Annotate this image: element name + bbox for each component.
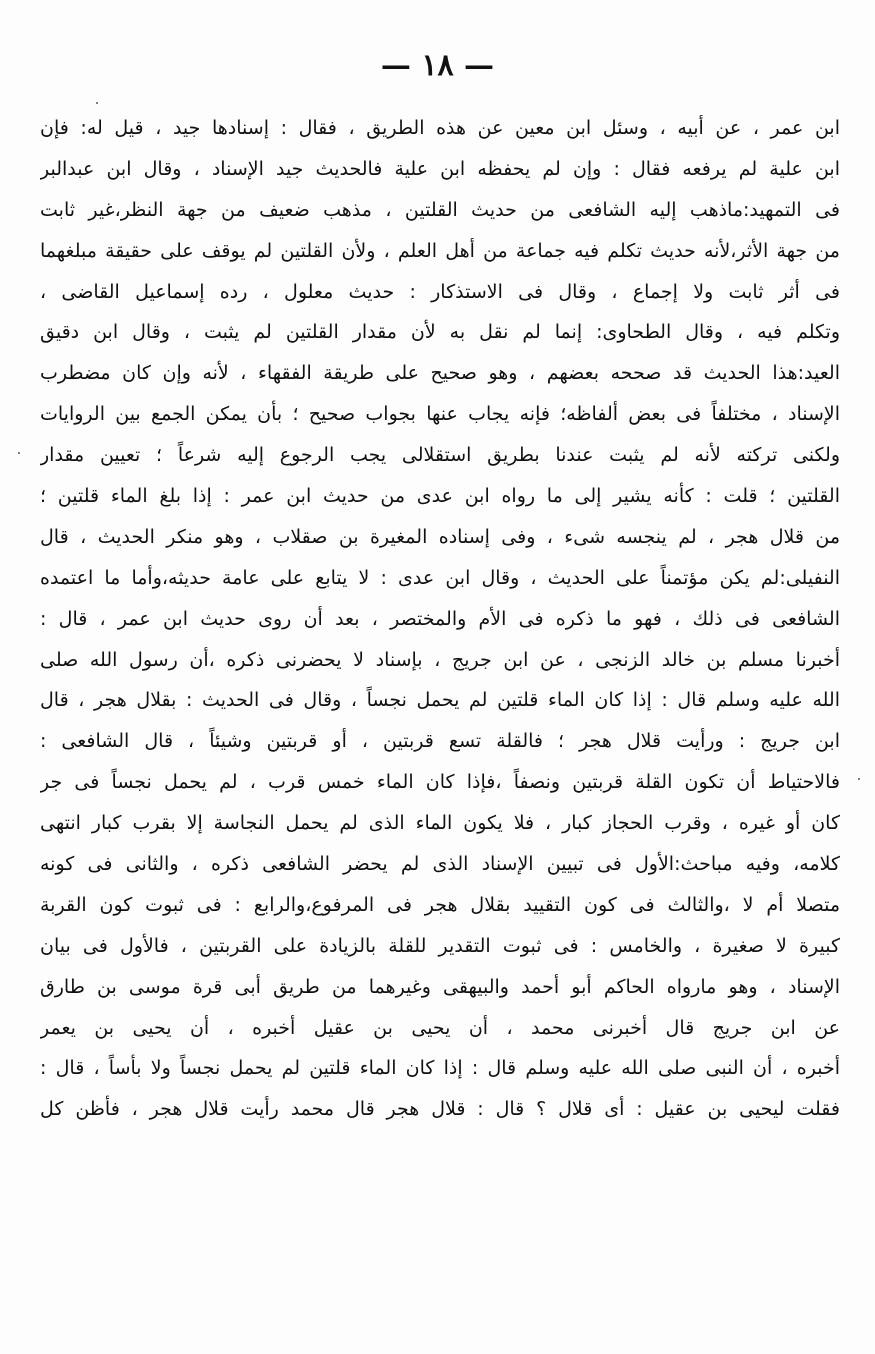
text-line: متصلا أم لا ،والثالث فى كون التقييد بقلال هجر فى المرفوع،والرابع : فى ثبوت كون القربة [40,893,840,916]
text-line: فالاحتياط أن تكون القلة قربتين ونصفاً ،فإذا كان الماء خمس قرب ، لم يحمل نجساً فى جر [40,771,840,794]
text-line: الإسناد ، وهو مارواه الحاكم أبو أحمد والبيهقى وغيرهما من طريق أبى قرة موسى بن طارق [40,975,840,998]
page-body-text [40,108,840,1130]
text-line: من قلال هجر ، لم ينجسه شىء ، وفى إسناده المغيرة بن صقلاب ، وهو منكر الحديث ، قال [40,525,840,548]
text-line: الإسناد ، مختلفاً فى بعض ألفاظه؛ فإنه يجاب عنها بجواب صحيح ؛ بأن يمكن الجمع بين الروايات [40,403,840,426]
paper-speck [858,778,860,780]
text-line: الشافعى فى ذلك ، فهو ما ذكره فى الأم والمختصر ، بعد أن روى حديث ابن عمر ، قال : [40,607,840,630]
paper-speck [96,102,98,104]
text-line: من جهة الأثر،لأنه حديث تكلم فيه جماعة من أهل العلم ، ولأن القلتين لم يوقف على حقيقة مبلغهما [40,239,840,262]
page-number: — ١٨ — [380,48,495,83]
text-line: ابن جريج : ورأيت قلال هجر ؛ فالقلة تسع قربتين ، أو قربتين وشيئاً ، قال الشافعى : [40,730,840,753]
paper-speck [18,452,20,454]
text-line: وتكلم فيه ، وقال الطحاوى: إنما لم نقل به لأن مقدار القلتين لم يثبت ، وقال ابن دقيق [40,321,840,344]
text-line: العيد:هذا الحديث قد صححه بعضهم ، وهو صحيح على طريقة الفقهاء ، لأنه وإن كان مضطرب [40,362,840,385]
text-line: ابن علية لم يرفعه فقال : وإن لم يحفظه ابن علية فالحديث جيد الإسناد ، وقال ابن عبدالبر [40,157,840,180]
text-line: القلتين ؛ قلت : كأنه يشير إلى ما رواه ابن عدى من حديث ابن عمر : إذا بلغ الماء قلتين ؛ [40,485,840,508]
text-line: فى التمهيد:ماذهب إليه الشافعى من حديث القلتين ، مذهب ضعيف من جهة النظر،غير ثابت [40,198,840,221]
text-line: فى أثر ثابت ولا إجماع ، وقال فى الاستذكار : حديث معلول ، رده إسماعيل القاضى ، [40,280,840,303]
text-line: ولكنى تركته لأنه لم يثبت عندنا بطريق استقلالى يجب الرجوع إليه شرعاً ؛ تعيين مقدار [40,444,840,467]
text-line: كان أو غيره ، وقرب الحجاز كبار ، فلا يكون الماء الذى لم يحمل النجاسة إلا بقرب كبار انتهى [40,812,840,835]
text-line: فقلت ليحيى بن عقيل : أى قلال ؟ قال : قلال هجر قال محمد رأيت قلال هجر ، فأظن كل [40,1098,840,1121]
text-line: أخبره ، أن النبى صلى الله عليه وسلم قال : إذا كان الماء قلتين لم يحمل نجساً ولا بأساً ، قال : [40,1057,840,1080]
text-line: النفيلى:لم يكن مؤتمناً على الحديث ، وقال ابن عدى : لا يتابع على عامة حديثه،وأما ما اعتمده [40,566,840,589]
text-line: الله عليه وسلم قال : إذا كان الماء قلتين لم يحمل نجساً ، وقال فى الحديث : بقلال هجر ، قال [40,689,840,712]
text-line: أخبرنا مسلم بن خالد الزنجى ، عن ابن جريج ، بإسناد لا يحضرنى ذكره ،أن رسول الله صلى [40,648,840,671]
text-line: عن ابن جريج قال أخبرنى محمد ، أن يحيى بن عقيل أخبره ، أن يحيى بن يعمر [40,1016,840,1039]
text-line: كلامه، وفيه مباحث:الأول فى تبيين الإسناد الذى لم يحضر الشافعى ذكره ، والثانى فى كونه [40,853,840,876]
text-line: كبيرة لا صغيرة ، والخامس : فى ثبوت التقدير للقلة بالزيادة على القربتين ، فالأول فى بيان [40,934,840,957]
text-line: ابن عمر ، عن أبيه ، وسئل ابن معين عن هذه الطريق ، فقال : إسنادها جيد ، قيل له: فإن [40,117,840,139]
